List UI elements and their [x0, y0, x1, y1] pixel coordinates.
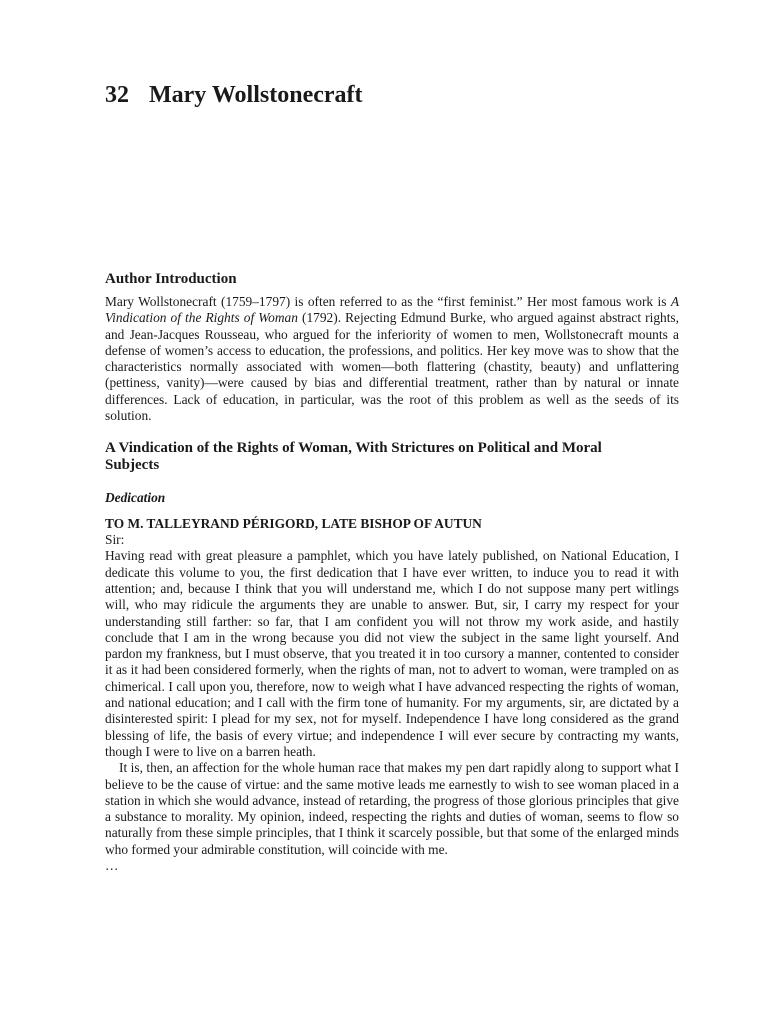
work-title: A Vindication of the Rights of Woman, With Strictures on Political and Moral Subjects: [105, 440, 602, 474]
chapter-heading: [105, 82, 363, 109]
dedication-addressee: TO M. TALLEYRAND PÉRIGORD, LATE BISHOP OF AUTUN: [105, 516, 482, 532]
dedication-paragraph-1: Having read with great pleasure a pamphlet, which you have lately published, on National Education, I dedicate this volume to you, the first dedication that I have ever written, to induce you to read it with attention; and, because I think that you will understand me, which I do not suppose many pert witlings will, who may ridicule the arguments they are unable to answer. But, sir, I carry my respect for your understanding still farther: so far, that I am confident you will not throw my work aside, and hastily conclude that I am in the wrong because you did not view the subject in the same light yourself. And pardon my frankness, but I must observe, that you treated it in too cursory a manner, contented to consider it as it had been considered formerly, when the rights of man, not to advert to woman, were trampled on as chimerical. I call upon you, therefore, now to weigh what I have advanced respecting the rights of woman, and national education; and I call with the firm tone of humanity. For my arguments, sir, are dictated by a disinterested spirit: I plead for my sex, not for myself. Independence I have long considered as the grand blessing of life, the basis of every virtue; and independence I will ever secure by contracting my wants, though I were to live on a barren heath.: [105, 548, 679, 759]
chapter-title: Mary Wollstonecraft: [149, 82, 363, 108]
intro-text-before-title: Mary Wollstonecraft (1759–1797) is often referred to as the “first feminist.” Her most famous work is: [105, 294, 671, 309]
chapter-number: 32: [105, 82, 129, 108]
intro-text-after-title: (1792). Rejecting Edmund Burke, who argued against abstract rights, and Jean-Jacques Rousseau, who argued for the inferiority of women to men, Wollstonecraft mounts a defense of women’s access to education, the professions, and politics. Her key move was to show that the characteristics normally associated with women—both flattering (chastity, beauty) and unflattering (pettiness, vanity)—were caused by bias and differential treatment, rather than by natural or innate differences. Lack of education, in particular, was the root of this problem as well as the seeds of its solution.: [105, 310, 679, 424]
dedication-label: Dedication: [105, 490, 166, 506]
author-introduction-heading: Author Introduction: [105, 271, 237, 287]
author-introduction-paragraph: [105, 294, 679, 424]
salutation: Sir:: [105, 532, 125, 548]
ellipsis: …: [105, 858, 119, 874]
intro-book-title: A Vindication of the Rights of Woman: [105, 294, 679, 326]
dedication-paragraph-2: It is, then, an affection for the whole human race that makes my pen dart rapidly along to support what I believe to be the cause of virtue: and the same motive leads me earnestly to wish to see woman placed in a station in which she would advance, instead of retarding, the progress of those glorious principles that give a substance to morality. My opinion, indeed, respecting the rights and duties of woman, seems to flow so naturally from these simple principles, that I think it scarcely possible, but that some of the enlarged minds who formed your admirable constitution, will coincide with me.: [105, 760, 679, 857]
content-block: [105, 269, 679, 874]
